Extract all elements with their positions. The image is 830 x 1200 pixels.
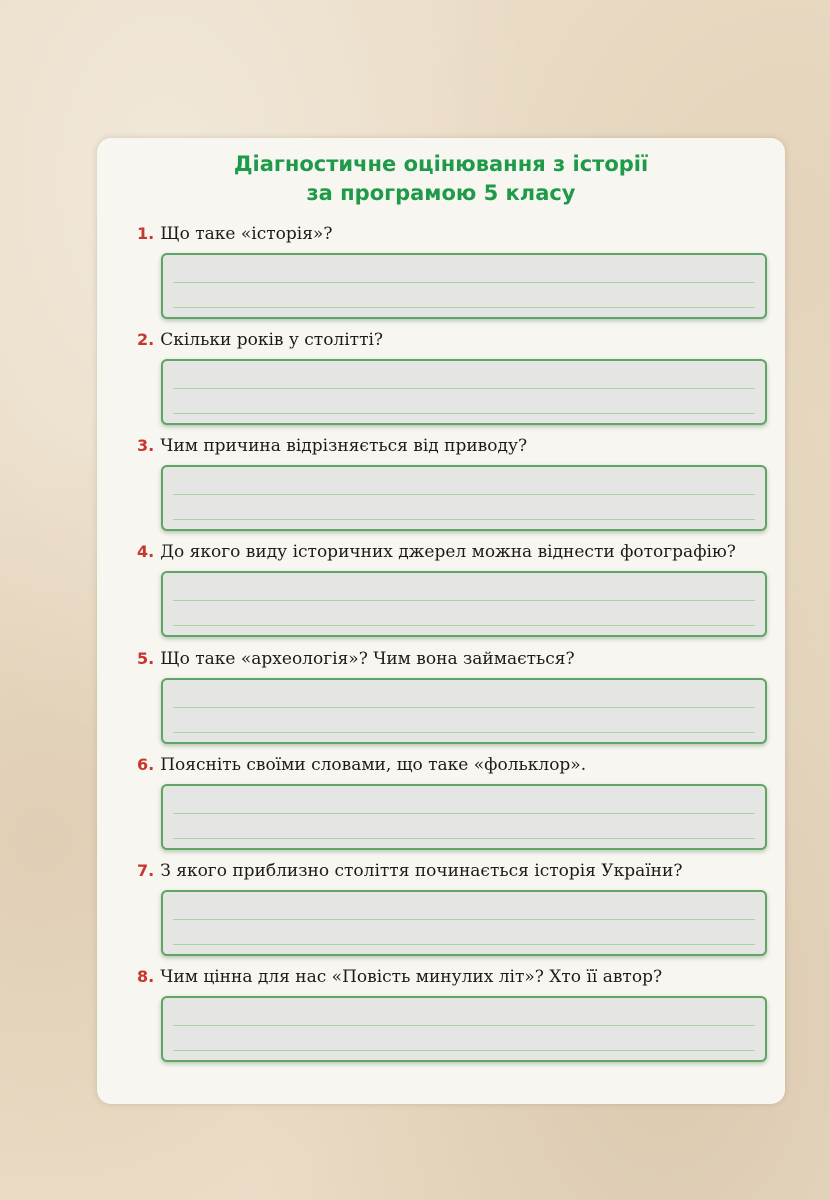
question-1 <box>137 224 777 244</box>
answer-box-1[interactable] <box>161 253 767 319</box>
question-8 <box>137 967 777 987</box>
answer-line <box>173 307 755 308</box>
answer-line <box>173 732 755 733</box>
answer-line <box>173 413 755 414</box>
question-number: 1. <box>137 224 155 243</box>
answer-box-4[interactable] <box>161 571 767 637</box>
question-2 <box>137 330 777 350</box>
answer-box-7[interactable] <box>161 890 767 956</box>
title-line-2: за програмою 5 класу <box>306 181 576 205</box>
question-text: Чим цінна для нас «Повість минулих літ»? Хто її автор? <box>160 967 663 987</box>
answer-line <box>173 838 755 839</box>
question-text: Що таке «історія»? <box>160 224 333 244</box>
answer-line <box>173 388 755 389</box>
answer-line <box>173 707 755 708</box>
title-line-1: Діагностичне оцінювання з історії <box>233 152 649 176</box>
answer-line <box>173 1050 755 1051</box>
answer-box-6[interactable] <box>161 784 767 850</box>
answer-line <box>173 813 755 814</box>
question-6 <box>137 755 777 775</box>
question-number: 7. <box>137 861 155 880</box>
answer-box-3[interactable] <box>161 465 767 531</box>
question-number: 3. <box>137 436 155 455</box>
question-text: Чим причина відрізняється від приводу? <box>160 436 528 456</box>
answer-line <box>173 519 755 520</box>
question-text: До якого виду історичних джерел можна віднести фотографію? <box>160 542 736 562</box>
question-text: Що таке «археологія»? Чим вона займається? <box>160 649 575 669</box>
question-number: 4. <box>137 542 155 561</box>
question-number: 5. <box>137 649 155 668</box>
question-4 <box>137 542 777 562</box>
answer-line <box>173 944 755 945</box>
page-title <box>97 150 785 208</box>
question-7 <box>137 861 777 881</box>
question-text: З якого приблизно століття починається історія України? <box>160 861 683 881</box>
question-number: 2. <box>137 330 155 349</box>
answer-line <box>173 600 755 601</box>
question-text: Скільки років у столітті? <box>160 330 384 350</box>
answer-line <box>173 494 755 495</box>
worksheet-card <box>97 138 785 1104</box>
question-number: 6. <box>137 755 155 774</box>
answer-box-5[interactable] <box>161 678 767 744</box>
answer-line <box>173 625 755 626</box>
question-text: Поясніть своїми словами, що таке «фольклор». <box>160 755 587 775</box>
question-3 <box>137 436 777 456</box>
question-5 <box>137 649 777 669</box>
answer-line <box>173 282 755 283</box>
answer-box-8[interactable] <box>161 996 767 1062</box>
answer-line <box>173 919 755 920</box>
answer-line <box>173 1025 755 1026</box>
question-number: 8. <box>137 967 155 986</box>
answer-box-2[interactable] <box>161 359 767 425</box>
